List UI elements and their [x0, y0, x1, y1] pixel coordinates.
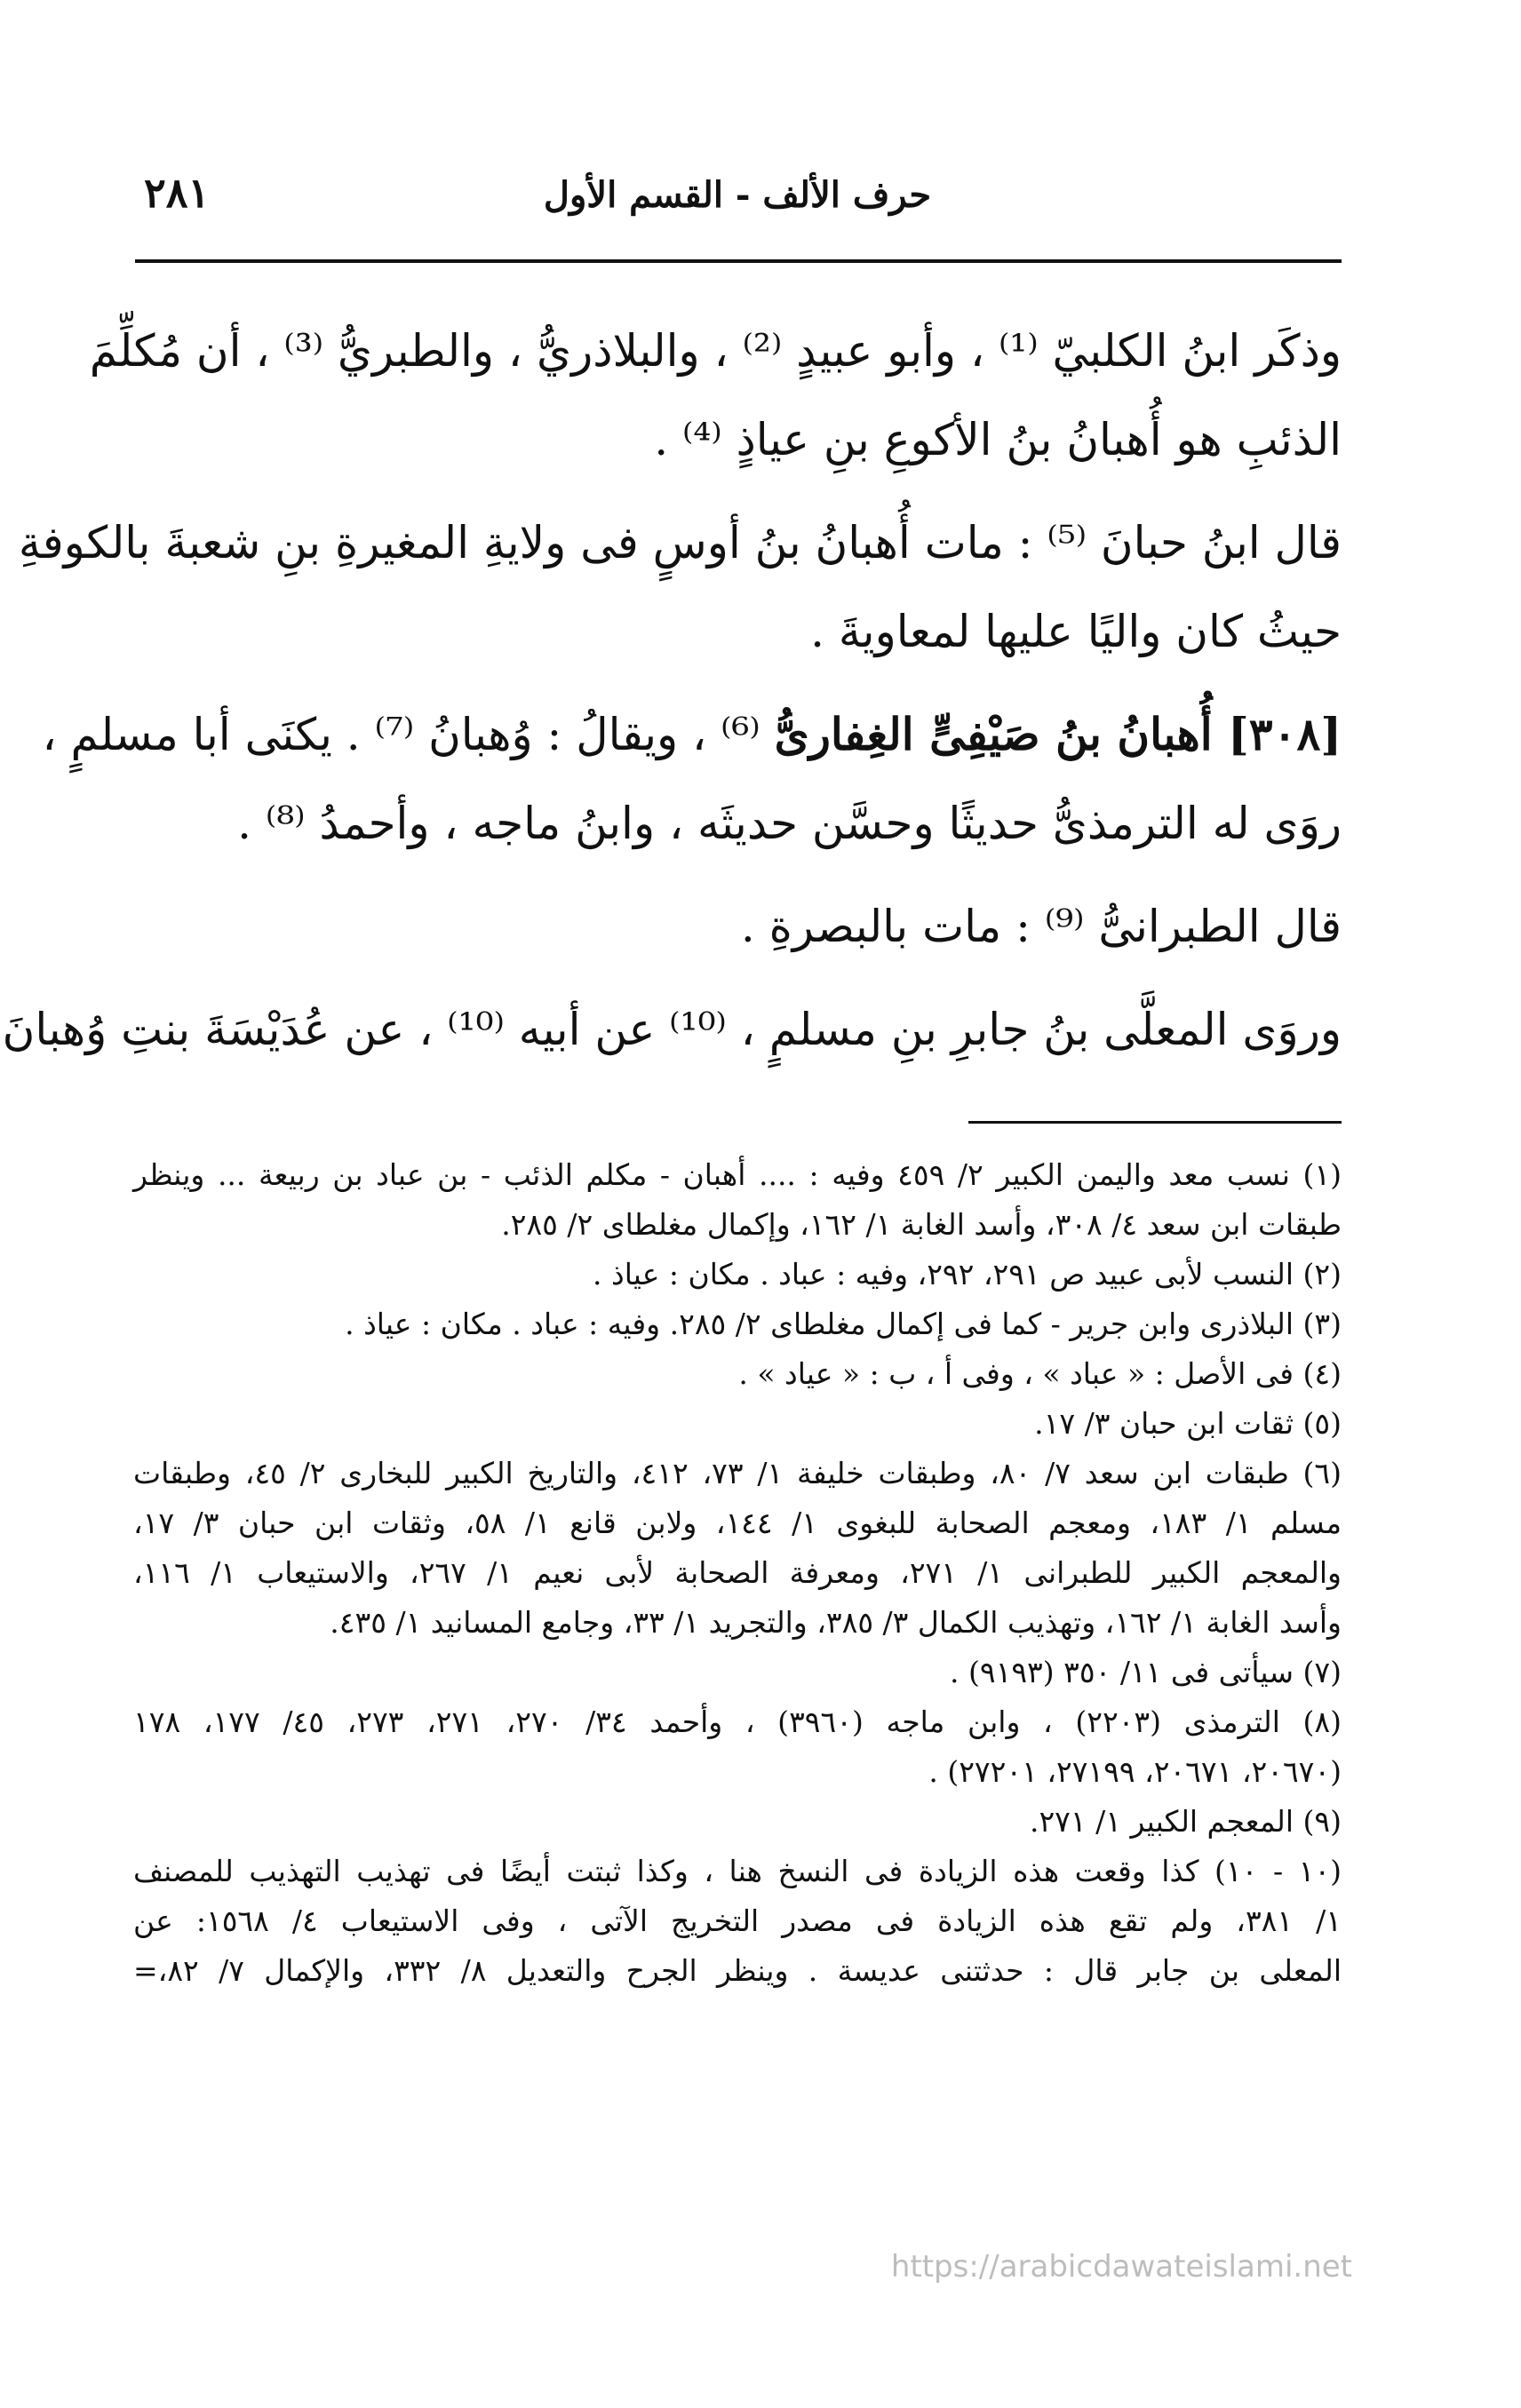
footnote-line: (٥) ثقات ابن حبان ٣/ ١٧. [1034, 1406, 1342, 1441]
main-line: روَى له الترمذىُّ حديثًا وحسَّن حديثَه ، وابنُ ماجه ، وأحمدُ ⁽⁸⁾ . [237, 798, 1342, 849]
footnotes [133, 1150, 1342, 1996]
running-title: حرف الألف - القسم الأول [543, 174, 932, 216]
main-line: قال الطبرانىُّ ⁽⁹⁾ : مات بالبصرةِ . [740, 901, 1342, 952]
main-line: وروَى المعلَّى بنُ جابرِ بنِ مسلمٍ ، ⁽¹⁰⁾ عن أبيه ⁽¹⁰⁾ ، عن عُدَيْسَةَ بنتِ وُهبانَ [2, 1004, 1342, 1055]
main-text [2, 306, 1342, 1074]
paragraph-gap [133, 971, 1342, 985]
header-rule [135, 259, 1342, 263]
footnote-line: (٢٠٦٧٠، ٢٠٦٧١، ٢٧١٩٩، ٢٧٢٠١) . [928, 1754, 1342, 1789]
footnote-line: مسلم ١/ ١٨٣، ومعجم الصحابة للبغوى ١/ ١٤٤، ولابن قانع ١/ ٥٨، وثقات ابن حبان ٣/ ١٧، [133, 1506, 1342, 1540]
footnote-line: (١) نسب معد واليمن الكبير ٢/ ٤٥٩ وفيه : .... أهبان - مكلم الذئب - بن عباد بن ربيعة ... وينظر [133, 1157, 1342, 1192]
watermark-url: https://arabicdawateislami.net [890, 2249, 1352, 2285]
footnote-rule [968, 1121, 1342, 1124]
footnote-line: (٦) طبقات ابن سعد ٧/ ٨٠، وطبقات خليفة ١/ ٧٣، ٤١٢، والتاريخ الكبير للبخارى ٢/ ٤٥، وطبقات [133, 1456, 1342, 1490]
footnote-line: (٣) البلاذرى وابن جرير - كما فى إكمال مغلطاى ٢/ ٢٨٥. وفيه : عباد . مكان : عياذ . [345, 1307, 1342, 1341]
footnote-line: طبقات ابن سعد ٤/ ٣٠٨، وأسد الغابة ١/ ١٦٢، وإكمال مغلطاى ٢/ ٢٨٥. [501, 1207, 1342, 1242]
footnote-line: (٢) النسب لأبى عبيد ص ٢٩١، ٢٩٢، وفيه : عباد . مكان : عياذ . [593, 1257, 1342, 1291]
entry-heading: [٣٠٨] أُهبانُ بنُ صَيْفِىٍّ الغِفارىُّ [774, 708, 1342, 760]
footnote-line: (٤) فى الأصل : « عباد » ، وفى أ ، ب : « عياد » . [738, 1356, 1342, 1391]
page-header [133, 169, 1342, 231]
main-line: الذئبِ هو أُهبانُ بنُ الأكوعِ بنِ عياذٍ ⁽⁴⁾ . [654, 414, 1342, 465]
footnote-line: (١٠ - ١٠) كذا وقعت هذه الزيادة فى النسخ هنا ، وكذا ثبتت أيضًا فى تهذيب التهذيب للمصنف [133, 1854, 1342, 1888]
main-line: وذكَر ابنُ الكلبيّ ⁽¹⁾ ، وأبو عبيدٍ ⁽²⁾ ، والبلاذريُّ ، والطبريُّ ⁽³⁾ ، أن مُكلِّمَ [89, 325, 1342, 377]
footnote-line: والمعجم الكبير للطبرانى ١/ ٢٧١، ومعرفة الصحابة لأبى نعيم ١/ ٢٦٧، والاستيعاب ١/ ١١٦، [133, 1555, 1342, 1590]
main-line: قال ابنُ حبانَ ⁽⁵⁾ : مات أُهبانُ بنُ أوسٍ فى ولايةِ المغيرةِ بنِ شعبةَ بالكوفةِ [18, 517, 1342, 568]
entry-heading-line: [٣٠٨] أُهبانُ بنُ صَيْفِىٍّ الغِفارىُّ ⁽⁶⁾ ، ويقالُ : وُهبانُ ⁽⁷⁾ . يكنَى أبا مسلمٍ ، [42, 708, 1342, 760]
footnote-line: (٨) الترمذى (٢٢٠٣) ، وابن ماجه (٣٩٦٠) ، وأحمد ٣٤/ ٢٧٠، ٢٧١، ٢٧٣، ٤٥/ ١٧٧، ١٧٨ [133, 1705, 1342, 1739]
paragraph-gap [133, 868, 1342, 882]
page-number: ٢٨١ [144, 169, 211, 217]
footnote-line: (٩) المعجم الكبير ١/ ٢٧١. [1029, 1804, 1342, 1839]
footnote-line: المعلى بن جابر قال : حدثتنى عديسة . وينظر الجرح والتعديل ٨/ ٣٣٢، والإكمال ٧/ ٨٢،= [133, 1953, 1342, 1988]
paragraph-gap [133, 676, 1342, 690]
footnote-line: وأسد الغابة ١/ ١٦٢، وتهذيب الكمال ٣/ ٣٨٥، والتجريد ١/ ٣٣، وجامع المسانيد ١/ ٤٣٥. [330, 1605, 1342, 1640]
paragraph-gap [133, 484, 1342, 498]
footnote-line: ١/ ٣٨١، ولم تقع هذه الزيادة فى مصدر التخريج الآتى ، وفى الاستيعاب ٤/ ١٥٦٨: عن [133, 1903, 1342, 1938]
footnote-line: (٧) سيأتى فى ١١/ ٣٥٠ (٩١٩٣) . [950, 1655, 1342, 1689]
main-line: حيثُ كان واليًا عليها لمعاويةَ . [810, 606, 1342, 657]
